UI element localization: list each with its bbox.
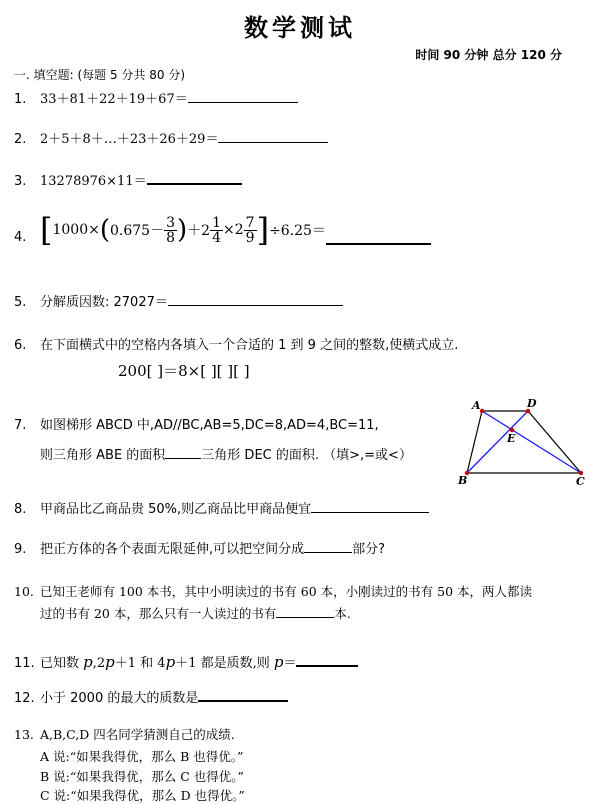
expression: 2＋5＋8＋…＋23＋26＋29＝ (40, 132, 219, 147)
question-text: 分解质因数: 27027＝ (40, 295, 168, 310)
question-text: 把正方体的各个表面无限延伸,可以把空间分成 (40, 542, 305, 557)
answer-blank[interactable] (311, 500, 429, 513)
question-number: 10. (14, 584, 34, 599)
question-2 (14, 128, 328, 147)
exam-meta: 时间 90 分钟 总分 120 分 (415, 48, 562, 62)
question-4 (14, 211, 431, 249)
question-number: 3. (14, 174, 27, 189)
q13-statement-a: A 说:“如果我得优，那么 B 也得优。” (40, 749, 244, 764)
answer-blank[interactable] (198, 688, 288, 702)
answer-blank[interactable] (165, 446, 201, 459)
question-number: 12. (14, 691, 35, 706)
section-heading: 一. 填空题: (每题 5 分共 80 分) (14, 68, 186, 82)
question-number: 6. (14, 338, 27, 353)
question-1 (14, 88, 298, 107)
answer-blank[interactable] (188, 90, 298, 103)
answer-blank[interactable] (147, 171, 242, 185)
trapezoid-diagram (455, 397, 590, 487)
page-title: 数学测试 (244, 14, 356, 42)
question-text: 如图梯形 ABCD 中,AD//BC,AB=5,DC=8,AD=4,BC=11, (40, 418, 379, 433)
answer-blank[interactable] (168, 293, 343, 306)
question-text: 在下面横式中的空格内各填入一个合适的 1 到 9 之间的整数,使横式成立. (40, 338, 459, 353)
q13-statement-b: B 说:“如果我得优，那么 C 也得优。” (40, 769, 244, 784)
question-number: 11. (14, 656, 35, 671)
question-6 (14, 334, 458, 353)
label-d: D (527, 397, 537, 410)
fraction: $\frac{1}{4}$ (212, 214, 222, 246)
question-7 (14, 414, 379, 433)
answer-blank[interactable] (326, 231, 431, 245)
question-3 (14, 170, 242, 189)
question-text: A,B,C,D 四名同学猜测自己的成绩. (40, 727, 235, 742)
question-text: 甲商品比乙商品贵 50%,则乙商品比甲商品便宜 (40, 502, 312, 517)
label-a: A (472, 399, 481, 412)
question-number: 7. (14, 418, 27, 433)
question-text: 已知王老师有 100 本书，其中小明读过的书有 60 本，小刚读过的书有 50 本，两人都读 (40, 584, 533, 599)
question-text: 小于 2000 的最大的质数是 (40, 691, 199, 706)
q13-statement-c: C 说:“如果我得优，那么 D 也得优。” (40, 788, 245, 803)
expression: [ 1000× ( 0.675－ $\frac{3}{8}$ ) ＋2 $\frac{1}{4}$ ×2 $\frac{7}{9}$ ] ÷6.25＝ (40, 211, 326, 249)
expression: 33＋81＋22＋19＋67＝ (40, 92, 188, 107)
q7-line2: 则三角形 ABE 的面积 三角形 DEC 的面积. （填>,=或<） (40, 448, 412, 463)
q10-line2: 过的书有 20 本，那么只有一人读过的书有 本. (40, 606, 351, 621)
answer-blank[interactable] (276, 605, 334, 618)
question-13 (14, 725, 235, 743)
question-9: 9. 把正方体的各个表面无限延伸,可以把空间分成 部分? (14, 542, 386, 557)
answer-blank[interactable] (304, 540, 352, 553)
fraction: $\frac{3}{8}$ (166, 214, 176, 246)
answer-blank[interactable] (296, 653, 358, 667)
question-5 (14, 291, 343, 310)
label-c: C (576, 475, 585, 487)
question-number: 2. (14, 132, 27, 147)
question-8 (14, 498, 429, 517)
question-number: 13. (14, 727, 34, 742)
question-number: 8. (14, 502, 27, 517)
question-number: 1. (14, 92, 27, 107)
question-12 (14, 687, 288, 706)
trapezoid-outline (467, 411, 581, 473)
question-number: 4. (14, 230, 27, 245)
answer-blank[interactable] (218, 130, 328, 143)
question-11: 11. 已知数 p,2p＋1 和 4p＋1 都是质数,则 p＝ (14, 652, 358, 671)
label-b: B (458, 474, 468, 487)
q6-expression: 200[ ]＝8×[ ][ ][ ] (118, 362, 250, 380)
question-number: 5. (14, 295, 27, 310)
question-10 (14, 582, 532, 600)
label-e: E (507, 432, 516, 445)
question-number: 9. (14, 542, 27, 557)
fraction: $\frac{7}{9}$ (245, 214, 255, 246)
expression: 13278976×11＝ (40, 174, 147, 189)
